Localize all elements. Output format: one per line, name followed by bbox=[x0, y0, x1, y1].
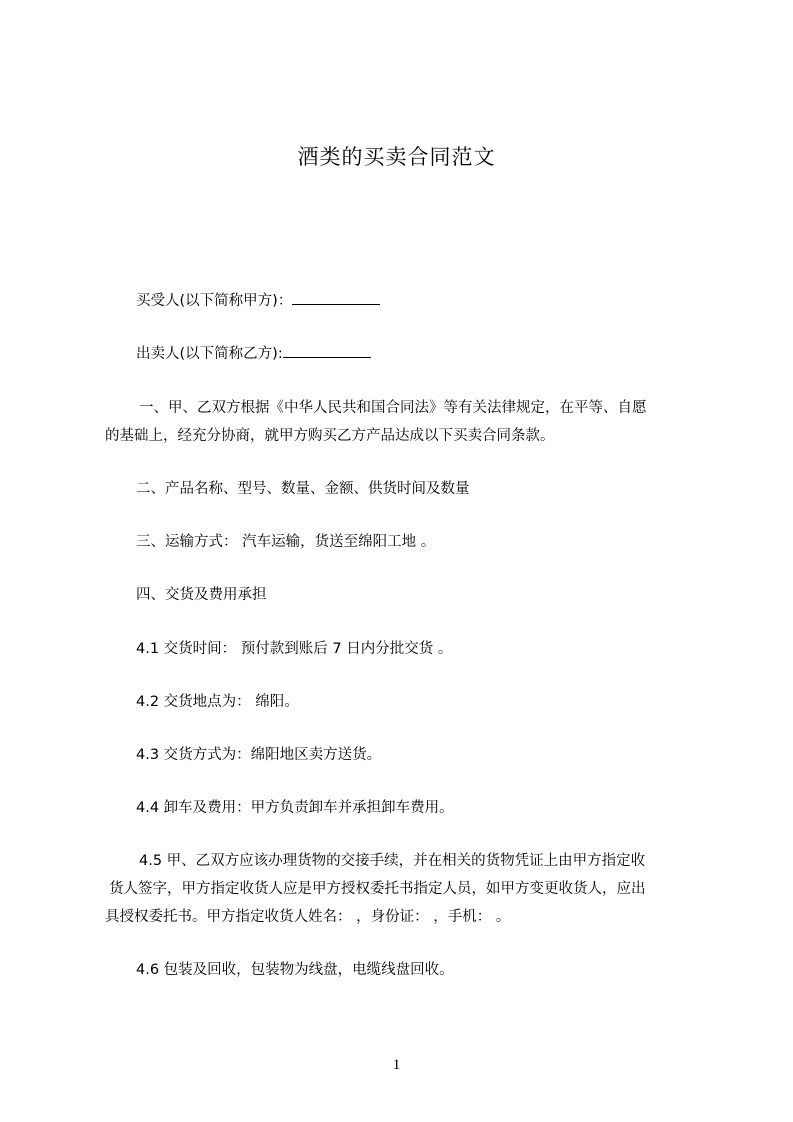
seller-blank bbox=[283, 343, 371, 358]
clause-1-line-1: 一、甲、乙双方根据《中华人民共和国合同法》等有关法律规定，在平等、自愿 bbox=[139, 400, 647, 416]
clause-2: 二、产品名称、型号、数量、金额、供货时间及数量 bbox=[136, 481, 470, 497]
item-4-6: 4.6 包装及回收，包装物为线盘，电缆线盘回收。 bbox=[136, 962, 454, 978]
item-4-5-line-3: 具授权委托书。甲方指定收货人姓名： ，身份证： ，手机： 。 bbox=[105, 909, 511, 925]
clause-3: 三、运输方式： 汽车运输，货送至绵阳工地 。 bbox=[136, 534, 436, 550]
item-4-2: 4.2 交货地点为： 绵阳。 bbox=[136, 694, 299, 710]
buyer-label: 买受人(以下简称甲方)： bbox=[136, 293, 293, 309]
document-title: 酒类的买卖合同范文 bbox=[297, 145, 496, 169]
clause-4: 四、交货及费用承担 bbox=[136, 587, 267, 603]
buyer-blank bbox=[292, 290, 380, 305]
clause-1-line-2: 的基础上，经充分协商，就甲方购买乙方产品达成以下买卖合同条款。 bbox=[105, 428, 555, 444]
seller-line bbox=[136, 343, 371, 365]
item-4-1: 4.1 交货时间： 预付款到账后 7 日内分批交货 。 bbox=[136, 641, 453, 657]
item-4-5-line-1: 4.5 甲、乙双方应该办理货物的交接手续，并在相关的货物凭证上由甲方指定收 bbox=[139, 853, 646, 869]
item-4-3: 4.3 交货方式为：绵阳地区卖方送货。 bbox=[136, 747, 382, 763]
page-number: 1 bbox=[392, 1057, 401, 1073]
buyer-line bbox=[136, 290, 380, 312]
item-4-4: 4.4 卸车及费用：甲方负责卸车并承担卸车费用。 bbox=[136, 800, 454, 816]
seller-label: 出卖人(以下简称乙方): bbox=[136, 346, 283, 362]
item-4-5-line-2: 货人签字，甲方指定收货人应是甲方授权委托书指定人员，如甲方变更收货人，应出 bbox=[109, 881, 646, 897]
